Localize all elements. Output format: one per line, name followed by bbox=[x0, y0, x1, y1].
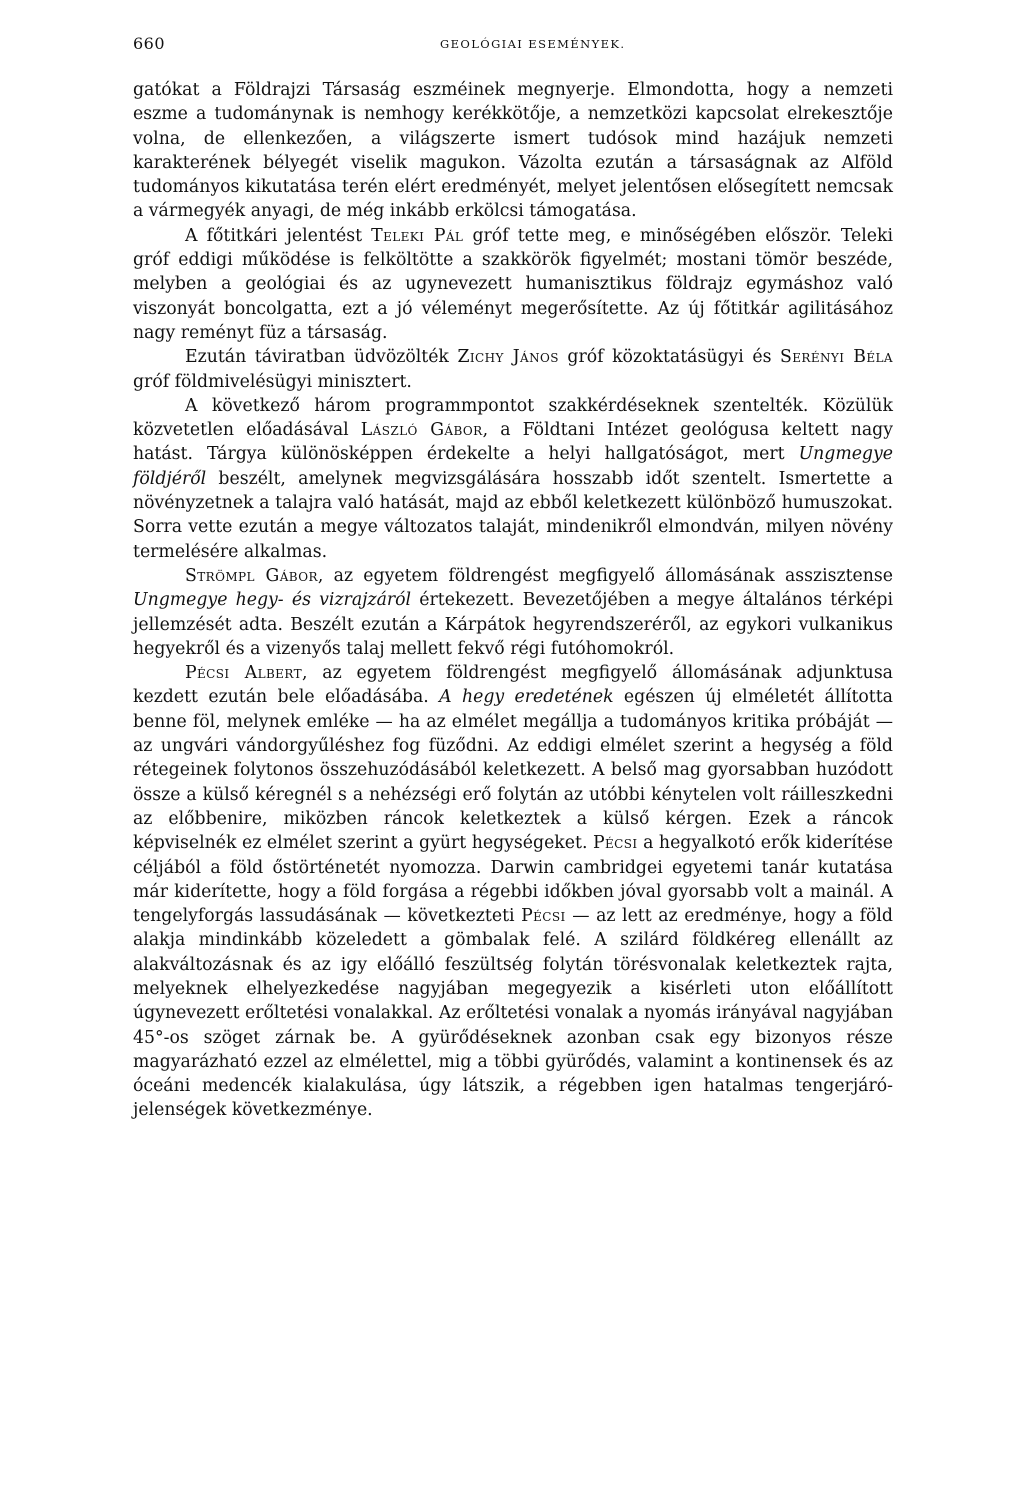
text-run: A következő három programmpontot szakkérdéseknek szentelték. Közülük közvetetlen előadásával bbox=[133, 395, 893, 441]
paragraph-continuation bbox=[133, 78, 893, 224]
text-run: gróf földmivelésügyi minisztert. bbox=[133, 371, 412, 392]
page-number: 660 bbox=[133, 34, 166, 53]
person-name: Serényi Béla bbox=[779, 347, 893, 368]
text-run: egészen új elméletét állította benne föl, melynek emléke — ha az elmélet megállja a tudományos kritika próbáját — az ungvári vándorgyűléshez fog füződni. Az eddigi elmélet szerint a hegység a föld rétegeinek folytonos összehuzódásából keletkezett. A belső mag gyorsabban huzódott össze a külső kéregnél s a nehézségi erő folytán az utóbbi kénytelen volt ráilleszkedni az előbbenire, miközben ráncok keletkeztek a külső kérgen. Ezek a ráncok képviselnék ez elmélet szerint a gyürt hegységeket. bbox=[133, 687, 893, 854]
paragraph-secretary-report bbox=[133, 224, 893, 345]
text-run: gróf közoktatásügyi és bbox=[558, 347, 780, 368]
person-name: Pécsi bbox=[521, 906, 566, 927]
person-name: Pécsi Albert bbox=[185, 663, 302, 684]
italic-title: Ungmegye hegy- és vizrajzáról bbox=[133, 590, 412, 611]
person-name: Pécsi bbox=[593, 833, 638, 854]
person-name: Strömpl Gábor bbox=[185, 565, 318, 586]
text-run: Ezután táviratban üdvözölték bbox=[185, 347, 458, 368]
page-header bbox=[133, 34, 893, 58]
running-head: GEOLÓGIAI ESEMÉNYEK. bbox=[440, 37, 626, 51]
paragraph-telegram-greetings bbox=[133, 345, 893, 394]
paragraph-pecsi-lecture bbox=[133, 661, 893, 1123]
paragraph-laszlo-lecture bbox=[133, 394, 893, 564]
text-run: A főtitkári jelentést bbox=[185, 225, 372, 246]
person-name: Zichy János bbox=[457, 347, 559, 368]
text-run: gróf tette meg, e minőségében először. Teleki gróf eddigi működése is felköltötte a szakkörök figyelmét; mostani tömör beszéde, melyben a geológiai és az ugynevezett humanisztikus földrajz egymáshoz való viszonyát boncolgatta, ezt a jó véleményt megerősítette. Az új főtitkár agilitásához nagy reményt füz a társaság. bbox=[133, 225, 893, 343]
paragraph-strompl-lecture bbox=[133, 564, 893, 661]
italic-title: A hegy eredetének bbox=[439, 687, 614, 708]
person-name: Teleki Pál bbox=[371, 225, 464, 246]
text-run: , az egyetem földrengést megfigyelő állomásának asszisztense bbox=[317, 565, 894, 586]
text-run: , a Földtani Intézet geológusa keltett nagy hatást. Tárgya különösképpen érdekelte a helyi hallgatóságot, mert bbox=[133, 420, 893, 465]
text-run: gatókat a Földrajzi Társaság eszméinek megnyerje. Elmondotta, hogy a nemzeti eszme a tudománynak is nemhogy kerékkötője, a nemzetközi kapcsolat elrekesztője volna, de ellenkezően, a világszerte ismert tudósok mind hazájuk nemzeti karakterének bélyegét viselik magukon. Vázolta ezután a társaságnak az Alföld tudományos kikutatása terén elért eredményét, melyet jelentősen elősegített nemcsak a vármegyék anyagi, de még inkább erkölcsi támogatása. bbox=[133, 80, 893, 222]
italic-title: Ungmegye földjéről bbox=[133, 444, 893, 489]
body-text bbox=[133, 78, 893, 1123]
person-name: László Gábor bbox=[360, 420, 483, 441]
text-run: a hegyalkotó erők kiderítése céljából a föld őstörténetét nyomozza. Darwin cambridgei egyetemi tanár kutatása már kiderítette, hogy a föld forgása a régebbi időkben jóval gyorsabb volt a mainál. A tengelyforgás lassudásának — következteti bbox=[133, 833, 893, 927]
text-run: — az lett az eredménye, hogy a föld alakja mindinkább közeledett a gömbalak felé. A szilárd földkéreg ellenállt az alakváltozásnak és az igy előálló feszültség folytán törésvonalak keletkeztek rajta, melyeknek elhelyezkedése nagyjában megegyezik a kisérleti uton előállított úgynevezett erőltetési vonalakkal. Az erőltetési vonalak a nyomás irányával nagyjában 45°-os szöget zárnak be. A gyürődéseknek azonban csak egy bizonyos része magyarázható ezzel az elmélettel, mig a többi gyürődés, valamint a kontinensek és az óceáni medencék kialakulása, úgy látszik, a régebben igen hatalmas tengerjáró-jelenségek következménye. bbox=[133, 906, 893, 1121]
text-run: beszélt, amelynek megvizsgálására hosszabb időt szentelt. Ismertette a növényzetnek a talajra való hatását, majd az ebből keletkezett különböző humuszokat. Sorra vette ezután a megye változatos talaját, mindenikről elmondván, milyen növény termelésére alkalmas. bbox=[133, 468, 893, 562]
text-run: értekezett. Bevezetőjében a megye általános térképi jellemzését adta. Beszélt ezután a Kárpátok hegyrendszeréről, az egykori vulkanikus hegyekről és a vizenyős talaj mellett fekvő régi futóhomokról. bbox=[133, 590, 893, 659]
text-run: , az egyetem földrengést megfigyelő állomásának adjunktusa kezdett ezután bele előadásába. bbox=[133, 663, 893, 708]
